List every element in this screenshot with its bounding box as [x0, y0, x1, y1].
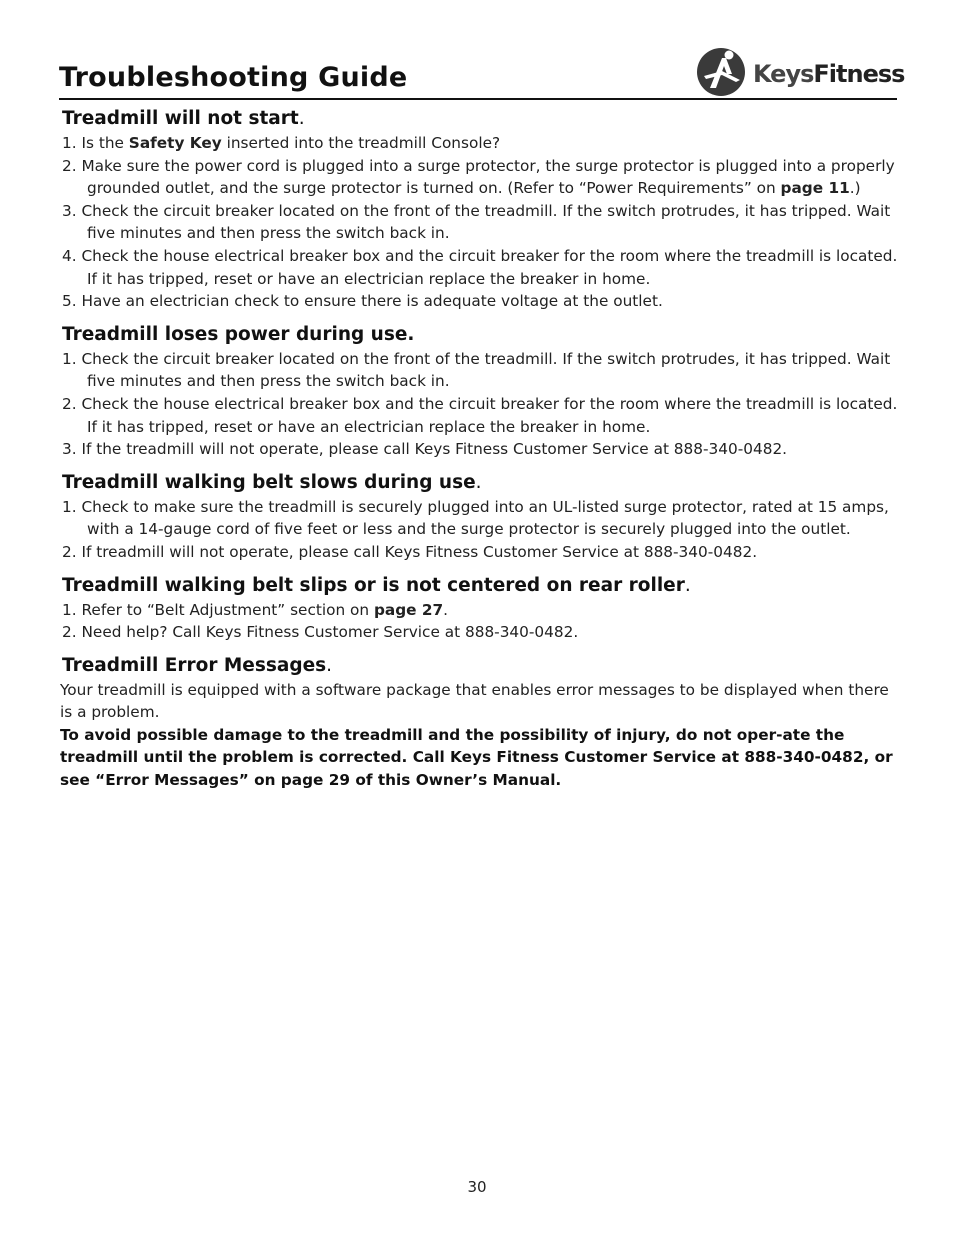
item-number: 2. [62, 623, 77, 642]
item-number: 3. [62, 440, 77, 459]
logo-fitness: Fitness [813, 60, 905, 88]
list-item [60, 541, 900, 564]
logo-keys: Keys [753, 60, 814, 88]
spacer [60, 564, 900, 573]
section [60, 106, 900, 313]
list-item [60, 290, 900, 313]
list-item [60, 599, 900, 622]
list-item [60, 348, 900, 393]
page-number: 30 [467, 1178, 487, 1196]
item-text: Is the [76, 134, 129, 152]
spacer [60, 461, 900, 470]
section-heading-suffix: . [475, 471, 482, 493]
page-title: Troubleshooting Guide [59, 62, 408, 93]
item-text: Need help? Call Keys Fitness Customer Service at 888-340-0482. [76, 623, 579, 642]
list-item [60, 155, 900, 200]
logo-wordmark [753, 60, 904, 88]
item-text: Refer to “Belt Adjustment” section on [76, 600, 374, 619]
item-number: 4. [62, 246, 77, 265]
item-text: Check to make sure the treadmill is securely plugged into an UL-listed surge protector, rated at 15 amps, with a 14-gauge cord of five feet or less and the surge protector is securely plugged into the outlet. [76, 497, 889, 539]
section-heading-text: Treadmill will not start [62, 108, 299, 129]
list-item [60, 132, 900, 155]
item-text: Have an electrician check to ensure there is adequate voltage at the outlet. [76, 292, 663, 311]
error-intro-paragraph: Your treadmill is equipped with a software package that enables error messages to be displayed when there is a problem. [60, 680, 889, 722]
runner-logo-icon [696, 44, 748, 98]
list-item [60, 200, 900, 245]
item-number: 3. [62, 201, 77, 220]
item-number: 1. [62, 497, 77, 516]
header-rule [59, 98, 897, 100]
section-heading [62, 470, 900, 496]
section [60, 322, 900, 461]
section-heading-text: Treadmill walking belt slows during use [62, 471, 476, 493]
item-text: Check the circuit breaker located on the front of the treadmill. If the switch protrudes, it has tripped. Wait five minutes and then press the switch back in. [76, 201, 891, 243]
list-item [60, 245, 900, 290]
item-text: Check the house electrical breaker box and the circuit breaker for the room where the treadmill is located. If it has tripped, reset or have an electrician replace the breaker in home. [76, 394, 898, 436]
item-text: If the treadmill will not operate, please call Keys Fitness Customer Service at 888-340-0482. [76, 440, 788, 459]
section-heading [62, 322, 900, 348]
item-bold-text: Safety Key [128, 134, 222, 152]
item-list [60, 132, 900, 313]
list-item [60, 438, 900, 461]
item-number: 1. [62, 349, 77, 368]
keys-fitness-logo [696, 44, 905, 98]
item-text: Check the circuit breaker located on the front of the treadmill. If the switch protrudes, it has tripped. Wait five minutes and then press the switch back in. [76, 349, 891, 391]
item-number: 5. [62, 292, 77, 311]
section-heading [62, 653, 900, 679]
item-bold-text: page 11 [780, 179, 850, 198]
list-item [60, 496, 900, 541]
section [60, 573, 900, 644]
section-heading-suffix: . [326, 654, 333, 676]
spacer [60, 644, 900, 653]
section-heading-text: Treadmill Error Messages [62, 654, 327, 676]
item-list [60, 599, 900, 644]
section-heading-suffix: . [298, 108, 305, 129]
item-text: inserted into the treadmill Console? [221, 134, 501, 152]
section-heading-suffix: . [684, 574, 691, 596]
main-content [60, 106, 900, 792]
item-bold-text: page 27 [373, 600, 444, 619]
section-heading-text: Treadmill walking belt slips or is not centered on rear roller [62, 574, 685, 596]
item-text: If treadmill will not operate, please call Keys Fitness Customer Service at 888-340-0482. [76, 542, 758, 561]
item-list [60, 348, 900, 461]
error-messages-section [60, 653, 900, 792]
spacer [60, 313, 900, 322]
section [60, 470, 900, 564]
item-number: 2. [62, 394, 77, 413]
section-heading-text: Treadmill loses power during use. [62, 323, 415, 345]
list-item [60, 393, 900, 438]
item-text: Make sure the power cord is plugged into a surge protector, the surge protector is plugged into a properly grounded outlet, and the surge protector is turned on. (Refer to “Power Requirements” on [76, 156, 895, 198]
section-heading [62, 573, 900, 599]
section-heading [62, 106, 900, 132]
item-number: 1. [62, 600, 77, 619]
item-text: Check the house electrical breaker box and the circuit breaker for the room where the treadmill is located. If it has tripped, reset or have an electrician replace the breaker in home. [76, 246, 898, 288]
warning-paragraph: To avoid possible damage to the treadmill and the possibility of injury, do not oper-ate the treadmill until the problem is corrected. Call Keys Fitness Customer Service at 888-340-0482, or see “Error Messages” on page 29 of this Owner’s Manual. [60, 725, 893, 790]
list-item [60, 621, 900, 644]
item-number: 2. [62, 156, 77, 175]
item-text: . [443, 600, 449, 619]
item-text: .) [849, 179, 861, 198]
item-number: 1. [62, 134, 77, 152]
item-number: 2. [62, 542, 77, 561]
item-list [60, 496, 900, 564]
